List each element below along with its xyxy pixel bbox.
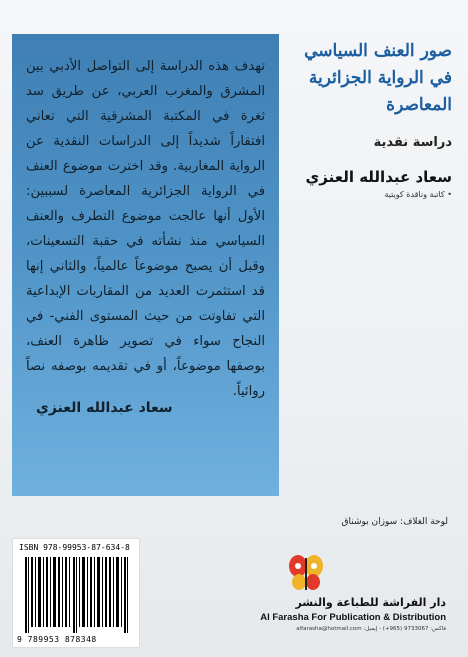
barcode-bars bbox=[25, 557, 129, 633]
book-title: صور العنف السياسي في الرواية الجزائرية المعاصرة bbox=[304, 41, 452, 115]
barcode bbox=[12, 538, 140, 648]
publisher-contact: فاكس: 9733067 (965+) - إيميل: alfarasha@hotmail.com bbox=[296, 626, 446, 632]
title-block bbox=[292, 38, 452, 199]
cover-art-credit: لوحة الغلاف: سوزان بوشناق bbox=[341, 517, 448, 527]
publisher-name-arabic: دار الفراشة للطباعة والنشر bbox=[295, 596, 446, 609]
isbn-label: ISBN 978-99953-87-634-8 bbox=[19, 543, 130, 552]
barcode-number: 9 789953 878348 bbox=[17, 635, 97, 644]
blurb-panel bbox=[12, 34, 279, 496]
publisher-name-english: Al Farasha For Publication & Distribution bbox=[260, 612, 446, 623]
author-description: • كاتبة وناقدة كويتية bbox=[384, 190, 452, 199]
butterfly-logo-icon bbox=[286, 552, 326, 594]
book-genre: دراسة نقدية bbox=[373, 135, 452, 150]
author-name: سعاد عبدالله العنزي bbox=[305, 168, 452, 186]
blurb-text: تهدف هذه الدراسة إلى التواصل الأدبي بين المشرق والمغرب العربي، عن طريق سد ثغرة في المكتبة المشرقية التي تعاني افتقاراً شديداً إلى الدراسات النقدية عن الرواية المغاربية. وقد اخترت موضوع العنف في الرواية الجزائرية المعاصرة لسببين: الأول أنها عالجت موضوع التطرف والعنف السياسي منذ نشأته في حقبة التسعينات، وقبل أن يصبح موضوعاً عالمياً، والثاني إنها قد استثمرت العديد من المقاربات الإبداعية التي تفاوتت من حيث المستوى الفني- في النجاح سواء في تصوير ظاهرة العنف، بوصفها موضوعاً، أو في تقديمه بوصفه نصاً روائياً. bbox=[26, 59, 265, 399]
blurb-author-signature: سعاد عبدالله العنزي bbox=[36, 400, 173, 416]
